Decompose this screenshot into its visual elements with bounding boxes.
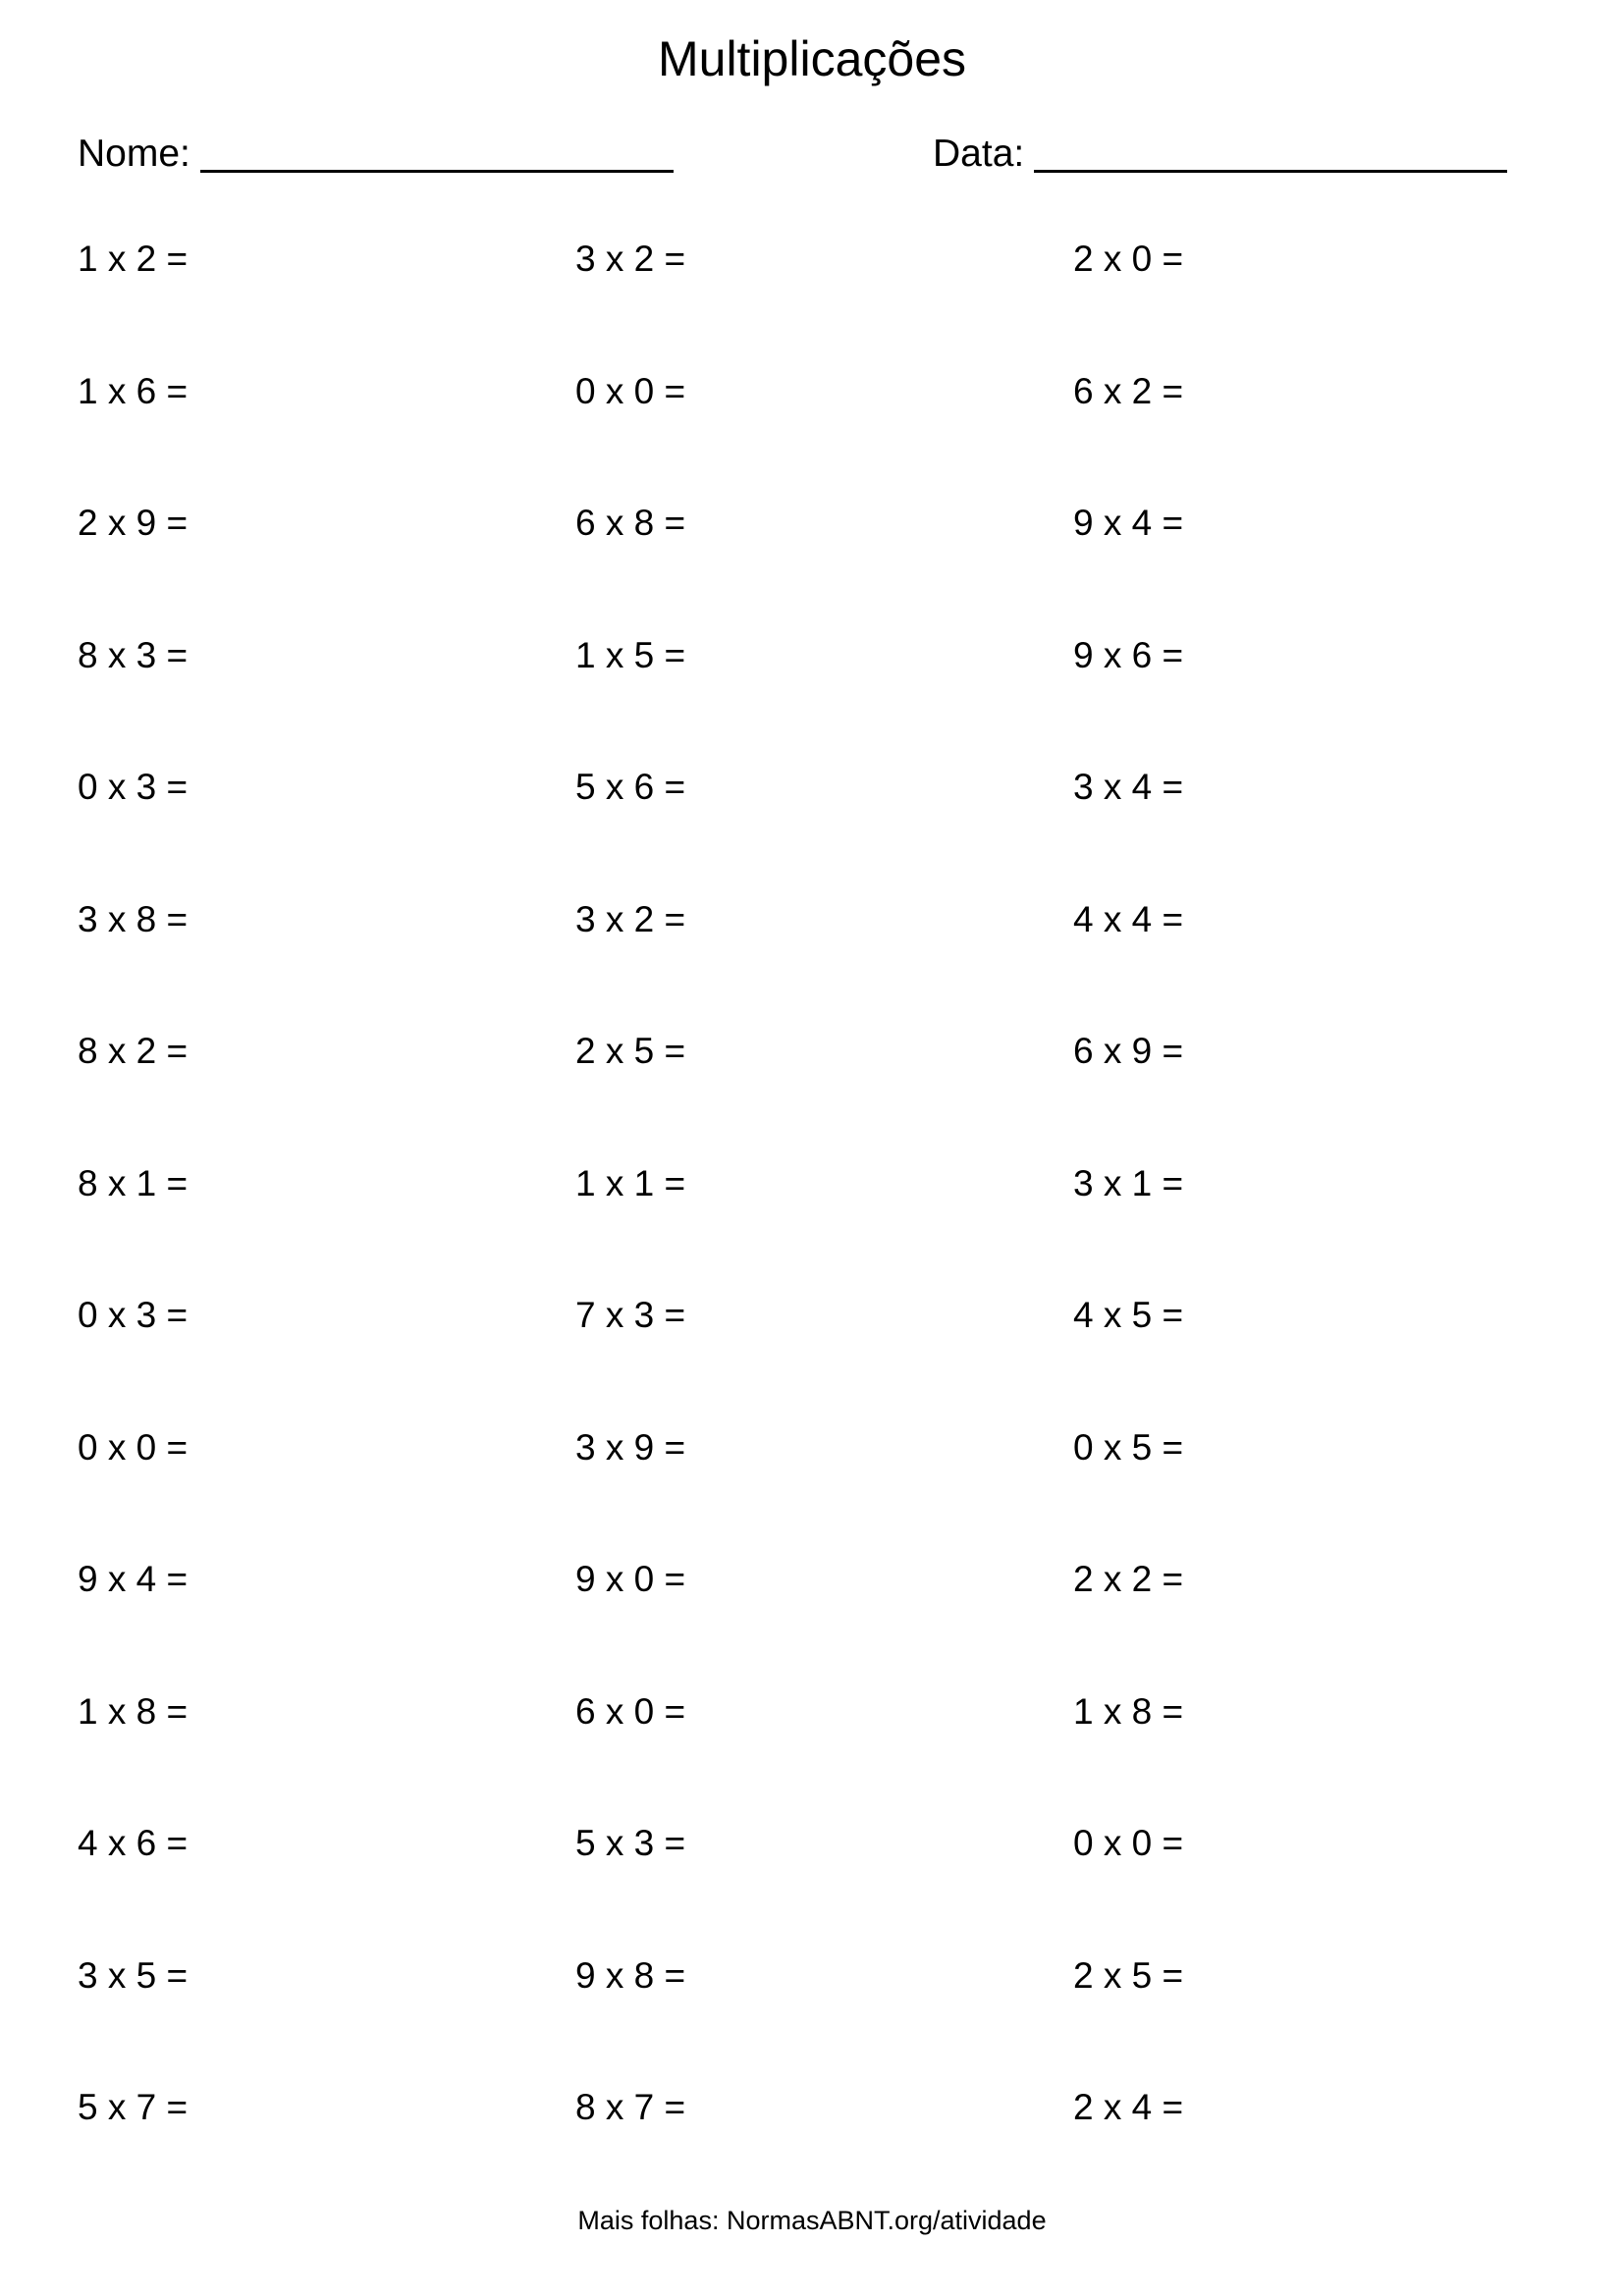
multiplication-problem: 3 x 8 = xyxy=(78,898,189,939)
multiplication-problem: 9 x 0 = xyxy=(575,1559,686,1599)
multiplication-problem: 6 x 2 = xyxy=(1073,370,1184,411)
multiplication-problem: 2 x 5 = xyxy=(575,1031,686,1071)
multiplication-problem: 0 x 3 = xyxy=(78,767,189,807)
name-label: Nome: xyxy=(78,133,190,175)
multiplication-problem: 4 x 5 = xyxy=(1073,1295,1184,1335)
multiplication-problem: 9 x 4 = xyxy=(78,1559,189,1599)
multiplication-problem: 0 x 0 = xyxy=(78,1426,189,1468)
multiplication-problem: 9 x 4 = xyxy=(1073,503,1184,543)
multiplication-problem: 4 x 6 = xyxy=(78,1823,189,1863)
multiplication-problem: 5 x 7 = xyxy=(78,2087,189,2127)
multiplication-problem: 1 x 6 = xyxy=(78,370,189,411)
name-blank-line[interactable] xyxy=(200,130,674,173)
multiplication-problem: 8 x 2 = xyxy=(78,1031,189,1071)
page-title: Multiplicações xyxy=(657,31,966,86)
problem-grid xyxy=(78,237,1550,2217)
multiplication-problem: 2 x 0 = xyxy=(1073,239,1184,279)
multiplication-problem: 0 x 5 = xyxy=(1073,1426,1184,1468)
multiplication-problem: 0 x 0 = xyxy=(1073,1823,1184,1863)
multiplication-problem: 6 x 0 = xyxy=(575,1690,686,1732)
multiplication-problem: 2 x 5 = xyxy=(1073,1954,1184,1996)
date-field xyxy=(933,130,1507,179)
multiplication-problem: 8 x 3 = xyxy=(78,634,189,675)
date-label: Data: xyxy=(933,133,1025,175)
multiplication-problem: 1 x 2 = xyxy=(78,239,189,279)
multiplication-problem: 7 x 3 = xyxy=(575,1295,686,1335)
multiplication-problem: 3 x 4 = xyxy=(1073,767,1184,807)
multiplication-problem: 2 x 2 = xyxy=(1073,1559,1184,1599)
multiplication-problem: 5 x 6 = xyxy=(575,767,686,807)
multiplication-problem: 2 x 9 = xyxy=(78,503,189,543)
multiplication-problem: 2 x 4 = xyxy=(1073,2087,1184,2127)
multiplication-problem: 9 x 6 = xyxy=(1073,634,1184,675)
multiplication-problem: 0 x 0 = xyxy=(575,370,686,411)
multiplication-problem: 0 x 3 = xyxy=(78,1295,189,1335)
multiplication-problem: 8 x 7 = xyxy=(575,2087,686,2127)
multiplication-problem: 3 x 9 = xyxy=(575,1426,686,1468)
multiplication-problem: 6 x 9 = xyxy=(1073,1031,1184,1071)
multiplication-problem: 5 x 3 = xyxy=(575,1823,686,1863)
date-blank-line[interactable] xyxy=(1034,130,1507,173)
multiplication-problem: 1 x 5 = xyxy=(575,634,686,675)
multiplication-problem: 3 x 2 = xyxy=(575,239,686,279)
multiplication-problem: 6 x 8 = xyxy=(575,503,686,543)
multiplication-problem: 8 x 1 = xyxy=(78,1162,189,1203)
multiplication-problem: 1 x 8 = xyxy=(78,1690,189,1732)
multiplication-problem: 1 x 8 = xyxy=(1073,1690,1184,1732)
multiplication-problem: 3 x 5 = xyxy=(78,1954,189,1996)
multiplication-problem: 3 x 1 = xyxy=(1073,1162,1184,1203)
footer-link-text: Mais folhas: NormasABNT.org/atividade xyxy=(577,2206,1047,2235)
multiplication-problem: 3 x 2 = xyxy=(575,898,686,939)
multiplication-problem: 4 x 4 = xyxy=(1073,898,1184,939)
multiplication-problem: 9 x 8 = xyxy=(575,1954,686,1996)
name-field xyxy=(78,130,674,179)
multiplication-problem: 1 x 1 = xyxy=(575,1162,686,1203)
